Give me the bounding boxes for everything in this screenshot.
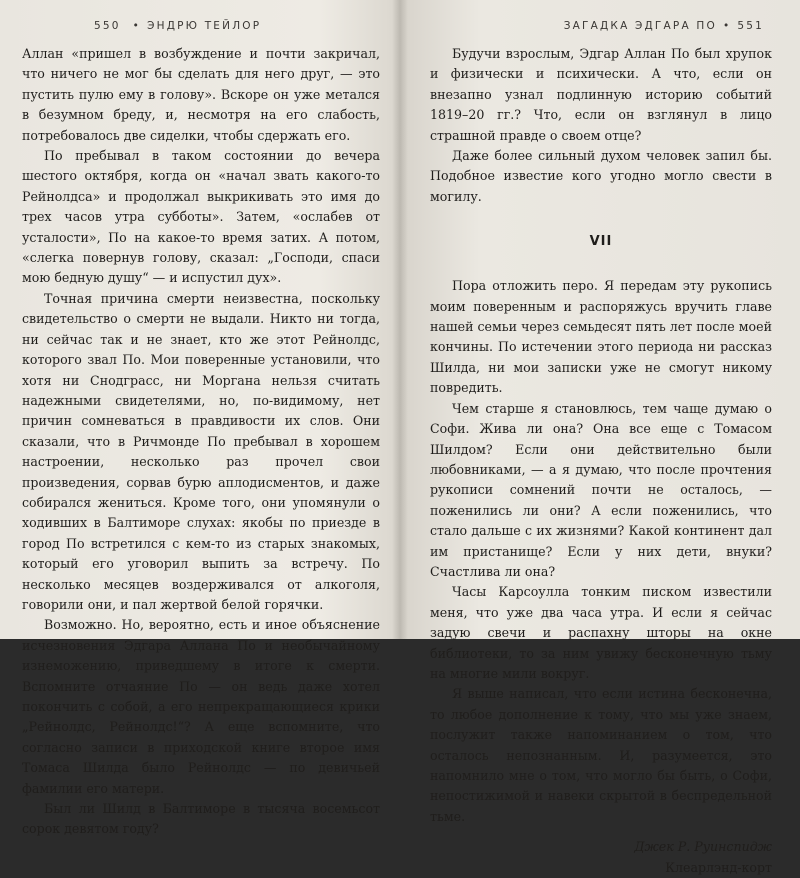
paragraph: Даже более сильный духом человек запил бы. Подобное известие кого угодно могло свести в могилу. [430,148,772,204]
paragraph: Точная причина смерти неизвестна, поскольку свидетельство о смерти не выдали. Никто ни тогда, ни сейчас так и не знает, кто же этот Рейнолдс, которого звал По. Мои поверенные установили, что хотя ни Снодграсс, ни Моргана нельзя считать надежными свидетелями, но, по-видимому, нет причин сомневаться в правдивости их слов. Они сказали, что в Ричмонде По пребывал в хорошем настроении, несколько раз прочел свои произведения, сорвав бурю аплодисментов, и даже собирался жениться. Кроме того, они упомянули о ходивших в Балтиморе слухах: якобы по приезде в город По встретился с кем-то из старых знакомых, который его уговорил выпить за встречу. По несколько месяцев воздерживался от алкоголя, говорили они, и пал жертвой белой горячки. [22,290,380,612]
page-number: 550 [94,20,121,32]
bullet-separator: • [722,20,732,32]
running-head [22,20,380,32]
signature-block [430,837,772,878]
running-head [430,20,772,32]
bullet-separator: • [132,20,142,32]
author-name: ЭНДРЮ ТЕЙЛОР [147,20,262,32]
paragraph: Чем старше я становлюсь, тем чаще думаю о Софи. Жива ли она? Она все еще с Томасом Шилдом? Если они действительно были любовниками, — а я думаю, что после прочтения рукописи сомнений почти не осталось, — поженились ли они? А если поженились, что стало дальше с их жизнями? Какой континент дал им пристанище? Если у них дети, внуки? Счастлива ли она? [430,400,772,579]
book-title: ЗАГАДКА ЭДГАРА ПО [563,20,717,32]
paragraph: Возможно. Но, вероятно, есть и иное объяснение исчезновения Эдгара Аллана По и необычайному изнеможению, приведшему в итоге к смерти. Вспомните отчаяние По — он ведь даже хотел покончить с собой, а его непрекращающиеся крики „Рейнолдс, Рейнолдс!“? А еще вспомните, что согласно записи в приходской книге второе имя Томаса Шилда было Рейнолдс — по девичьей фамилии его матери. [22,617,380,796]
paragraph: Я выше написал, что если истина бесконечна, то любое дополнение к тому, что мы уже знаем, послужит также напоминанием о том, что осталось непознанным. И, разумеется, это напомнило мне о том, что могло бы быть, о Софи, непостижимой и навеки скрытой в беспредельной тьме. [430,686,772,824]
paragraph: Пора отложить перо. Я передам эту рукопись моим поверенным и распоряжусь вручить главе нашей семьи через семьдесят пять лет после моей кончины. По истечении этого периода ни рассказ Шилда, ни мои записки уже не смогут никому повредить. [430,278,772,396]
signature-name: Джек Р. Руинспидж [634,839,772,855]
paragraph: По пребывал в таком состоянии до вечера шестого октября, когда он «начал звать какого-то Рейнолдса» и продолжал выкрикивать это имя до трех часов утра субботы». Затем, «ослабев от усталости», По на какое-то время затих. А потом, «слегка повернув голову, сказал: „Господи, спаси мою бедную душу“ — и испустил дух». [22,148,380,286]
paragraph: Будучи взрослым, Эдгар Аллан По был хрупок и физически и психически. А что, если он внезапно узнал подлинную историю событий 1819–20 гг.? Что, если он взглянул в лицо страшной правде о своем отце? [430,46,772,143]
paragraph: Аллан «пришел в возбуждение и почти закричал, что ничего не мог бы сделать для него друг, — это пустить пулю ему в голову». Вскоре он уже метался в безумном бреду, и, несмотря на его слабость, потребовалось две сиделки, чтобы сдержать его. [22,46,380,143]
left-page [0,0,398,837]
signature-place: Клеарлэнд-корт [665,859,772,875]
paragraph: Был ли Шилд в Балтиморе в тысяча восемьсот сорок девятом году? [22,801,380,837]
section-title: VII [589,234,613,250]
paragraph: Часы Карсоулла тонким писком известили меня, что уже два часа утра. И если я сейчас задую свечи и распахну шторы на окне библиотеки, то за ним увижу бесконечную тьму на многие мили вокруг. [430,584,772,681]
right-page [402,0,800,875]
page-number: 551 [737,20,764,32]
